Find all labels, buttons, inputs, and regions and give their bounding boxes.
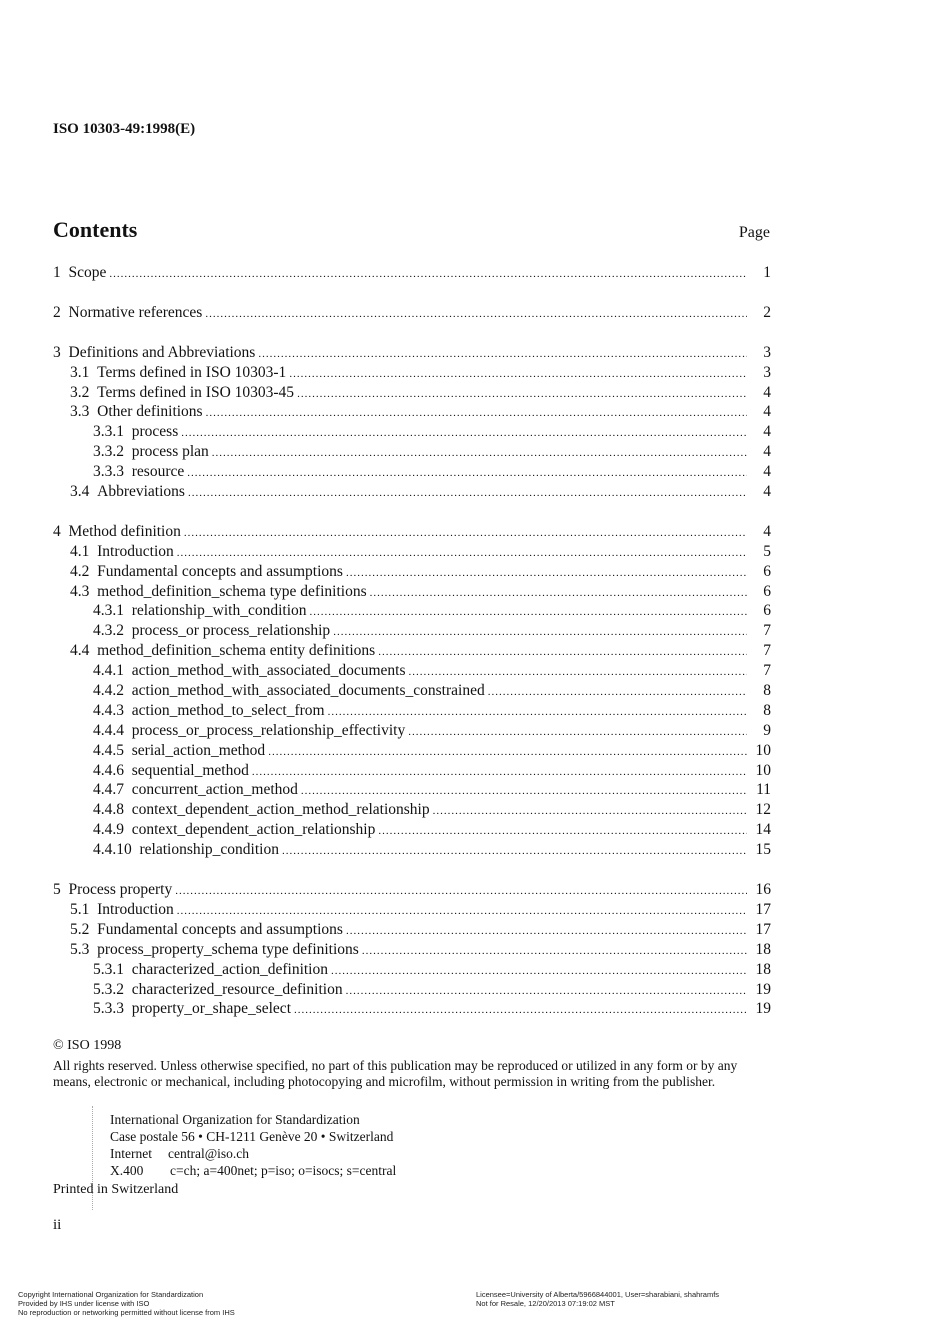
toc-entry-page: 3 xyxy=(763,363,771,381)
toc-entry-number: 4.4.8 xyxy=(93,801,132,819)
toc-entry[interactable] xyxy=(53,960,771,980)
toc-entry-title: context_dependent_action_method_relationship xyxy=(131,801,430,819)
toc-entry[interactable] xyxy=(53,840,771,860)
toc-entry-title: action_method_with_associated_documents xyxy=(131,662,406,680)
toc-entry[interactable] xyxy=(53,363,771,383)
toc-entry-title: method_definition_schema entity definitions xyxy=(97,642,376,660)
toc-entry-number: 4.4.6 xyxy=(93,761,132,779)
toc-entry[interactable] xyxy=(53,681,771,701)
toc-entry-title: process plan xyxy=(131,443,209,461)
toc-leader-dots xyxy=(346,922,747,942)
toc-entry[interactable] xyxy=(53,900,771,920)
toc-entry-page: 10 xyxy=(755,741,771,759)
contents-heading: Contents xyxy=(53,217,138,242)
toc-entry[interactable] xyxy=(53,621,771,641)
copyright-notice: All rights reserved. Unless otherwise specified, no part of this publication may be reproduced or utilized in any form or by any means, electronic or mechanical, including photocopying and microfilm, without permission in writing from the publisher. xyxy=(53,1058,738,1089)
toc-entry-number: 3.3.3 xyxy=(93,463,132,481)
toc-entry-number: 1 xyxy=(53,264,69,281)
toc-entry-page: 7 xyxy=(763,662,771,680)
toc-entry-number: 5.2 xyxy=(70,920,98,938)
toc-leader-dots xyxy=(488,683,747,703)
toc-leader-dots xyxy=(212,444,747,464)
toc-entry[interactable] xyxy=(53,661,771,681)
toc-entry-page: 8 xyxy=(763,682,771,700)
toc-entry-title: Terms defined in ISO 10303-45 xyxy=(97,383,295,401)
toc-entry-number: 5.3.2 xyxy=(93,980,132,998)
iso-address xyxy=(110,1111,396,1179)
toc-entry[interactable] xyxy=(53,940,771,960)
printed-in: Printed in Switzerland xyxy=(53,1182,179,1197)
toc-entry-page: 18 xyxy=(755,960,771,978)
toc-entry-number: 4.1 xyxy=(70,542,98,560)
toc-entry-title: sequential_method xyxy=(131,761,249,779)
toc-entry[interactable] xyxy=(53,263,771,283)
toc-entry-page: 19 xyxy=(755,980,771,998)
toc-entry[interactable] xyxy=(53,761,771,781)
toc-leader-dots xyxy=(331,962,747,982)
toc-section-group xyxy=(53,880,771,1019)
toc-entry-title: Fundamental concepts and assumptions xyxy=(97,920,343,938)
toc-leader-dots xyxy=(408,723,747,743)
toc-entry-page: 6 xyxy=(763,602,771,620)
toc-entry-page: 7 xyxy=(763,622,771,640)
toc-entry-title: Terms defined in ISO 10303-1 xyxy=(97,363,287,381)
table-of-contents xyxy=(53,263,771,1039)
toc-entry-number: 4.3.1 xyxy=(93,602,132,620)
toc-entry-number: 4.4.1 xyxy=(93,662,132,680)
toc-entry-title: Process property xyxy=(68,881,173,899)
toc-entry[interactable] xyxy=(53,422,771,442)
toc-entry-number: 5.3 xyxy=(70,940,98,958)
toc-entry-title: action_method_to_select_from xyxy=(131,701,325,719)
footer-license-left xyxy=(18,1290,235,1317)
toc-leader-dots xyxy=(181,424,747,444)
toc-leader-dots xyxy=(333,623,747,643)
toc-entry-page: 4 xyxy=(763,483,771,501)
toc-entry-title: resource xyxy=(131,463,185,481)
toc-entry-number: 4.2 xyxy=(70,562,98,580)
toc-entry-number: 3.4 xyxy=(70,483,98,501)
footer-right-line: Not for Resale, 12/20/2013 07:19:02 MST xyxy=(476,1299,615,1308)
toc-entry-number: 4.4.4 xyxy=(93,721,132,739)
toc-entry[interactable] xyxy=(53,780,771,800)
toc-entry-title: relationship_condition xyxy=(139,841,279,859)
toc-entry[interactable] xyxy=(53,462,771,482)
toc-entry-number: 3 xyxy=(53,343,69,361)
toc-entry-page: 7 xyxy=(763,642,771,660)
toc-leader-dots xyxy=(188,484,747,504)
toc-entry-page: 10 xyxy=(755,761,771,779)
toc-leader-dots xyxy=(346,982,747,1002)
address-postal: Case postale 56 • CH-1211 Genève 20 • Switzerland xyxy=(110,1129,394,1144)
toc-entry[interactable] xyxy=(53,641,771,661)
toc-leader-dots xyxy=(294,1001,747,1021)
toc-leader-dots xyxy=(378,643,747,663)
toc-entry-number: 3.3.1 xyxy=(93,423,132,441)
toc-section-group xyxy=(53,303,771,323)
toc-entry-page: 6 xyxy=(763,582,771,600)
toc-entry-page: 9 xyxy=(763,721,771,739)
toc-leader-dots xyxy=(370,584,747,604)
footer-left-line: No reproduction or networking permitted without license from IHS xyxy=(18,1308,235,1317)
toc-entry-page: 18 xyxy=(755,940,771,958)
document-id: ISO 10303-49:1998(E) xyxy=(53,121,196,137)
toc-entry-title: method_definition_schema type definitions xyxy=(97,582,367,600)
toc-entry-page: 3 xyxy=(763,343,771,361)
toc-leader-dots xyxy=(187,464,747,484)
toc-entry-title: Abbreviations xyxy=(97,483,185,501)
toc-entry-title: Fundamental concepts and assumptions xyxy=(97,562,343,580)
toc-entry-title: characterized_resource_definition xyxy=(131,980,343,998)
toc-entry-number: 5 xyxy=(53,881,69,899)
toc-entry-number: 4.4.3 xyxy=(93,701,132,719)
toc-entry[interactable] xyxy=(53,482,771,502)
toc-leader-dots xyxy=(268,743,747,763)
internet-label: Internet xyxy=(110,1146,152,1161)
toc-entry-number: 4.4.2 xyxy=(93,682,132,700)
toc-entry[interactable] xyxy=(53,303,771,323)
toc-entry-page: 8 xyxy=(763,701,771,719)
toc-entry-title: process xyxy=(131,423,179,441)
toc-entry-number: 4.3.2 xyxy=(93,622,132,640)
toc-section-group xyxy=(53,522,771,860)
footer-left-line: Provided by IHS under license with ISO xyxy=(18,1299,150,1308)
toc-entry-title: process_or process_relationship xyxy=(131,622,331,640)
address-internet xyxy=(110,1145,396,1162)
page-number: ii xyxy=(53,1217,62,1233)
toc-entry-page: 15 xyxy=(755,841,771,859)
address-x400 xyxy=(110,1162,396,1179)
toc-entry-title: context_dependent_action_relationship xyxy=(131,821,376,839)
toc-entry-number: 2 xyxy=(53,303,69,321)
toc-entry-title: characterized_action_definition xyxy=(131,960,328,978)
toc-entry-page: 17 xyxy=(755,900,771,918)
toc-entry-page: 4 xyxy=(763,463,771,481)
toc-entry-title: serial_action_method xyxy=(131,741,266,759)
toc-leader-dots xyxy=(206,404,747,424)
toc-entry-title: Introduction xyxy=(97,900,174,918)
toc-entry[interactable] xyxy=(53,383,771,403)
toc-entry-title: process_or_process_relationship_effectivity xyxy=(131,721,406,739)
toc-entry[interactable] xyxy=(53,741,771,761)
toc-entry[interactable] xyxy=(53,721,771,741)
toc-leader-dots xyxy=(175,882,747,902)
toc-entry-number: 4.4.7 xyxy=(93,781,132,799)
toc-entry[interactable] xyxy=(53,880,771,900)
toc-leader-dots xyxy=(433,802,747,822)
toc-entry-title: action_method_with_associated_documents_constrained xyxy=(131,682,485,700)
toc-entry-page: 4 xyxy=(763,443,771,461)
copyright-line: © ISO 1998 xyxy=(53,1038,122,1053)
toc-entry-number: 4.4.5 xyxy=(93,741,132,759)
toc-entry[interactable] xyxy=(53,562,771,582)
toc-entry-number: 4.4.9 xyxy=(93,821,132,839)
toc-section-group xyxy=(53,263,771,283)
copyright-block xyxy=(53,1038,773,1090)
toc-entry-title: relationship_with_condition xyxy=(131,602,307,620)
toc-leader-dots xyxy=(362,942,747,962)
toc-entry-page: 16 xyxy=(755,881,771,899)
x400-value: c=ch; a=400net; p=iso; o=isocs; s=central xyxy=(170,1163,397,1178)
toc-entry-page: 1 xyxy=(763,264,771,281)
toc-entry-title: process_property_schema type definitions xyxy=(97,940,359,958)
toc-entry-number: 5.3.3 xyxy=(93,1000,132,1018)
toc-entry-title: Scope xyxy=(68,264,107,281)
toc-entry[interactable] xyxy=(53,522,771,542)
page-column-label: Page xyxy=(738,224,770,241)
toc-entry[interactable] xyxy=(53,999,771,1019)
toc-entry[interactable] xyxy=(53,601,771,621)
address-org: International Organization for Standardization xyxy=(110,1112,360,1127)
toc-leader-dots xyxy=(346,564,747,584)
toc-entry-number: 4 xyxy=(53,522,69,540)
toc-entry-title: concurrent_action_method xyxy=(131,781,298,799)
toc-leader-dots xyxy=(205,305,747,325)
toc-entry-page: 17 xyxy=(755,920,771,938)
toc-entry-page: 5 xyxy=(763,542,771,560)
toc-entry-page: 4 xyxy=(763,522,771,540)
toc-entry-number: 3.1 xyxy=(70,363,98,381)
toc-entry[interactable] xyxy=(53,701,771,721)
toc-entry[interactable] xyxy=(53,442,771,462)
toc-entry-number: 4.4 xyxy=(70,642,98,660)
toc-entry-title: Introduction xyxy=(97,542,174,560)
toc-leader-dots xyxy=(297,385,747,405)
toc-section-group xyxy=(53,343,771,502)
toc-entry[interactable] xyxy=(53,920,771,940)
footer-license-right xyxy=(476,1290,719,1308)
toc-leader-dots xyxy=(378,822,747,842)
toc-entry-page: 12 xyxy=(755,801,771,819)
x400-label: X.400 xyxy=(110,1163,144,1178)
toc-leader-dots xyxy=(184,524,747,544)
toc-entry-number: 5.1 xyxy=(70,900,98,918)
toc-entry-title: Normative references xyxy=(68,303,203,321)
toc-entry-title: Definitions and Abbreviations xyxy=(68,343,256,361)
toc-entry-title: property_or_shape_select xyxy=(131,1000,291,1018)
toc-entry-number: 4.3 xyxy=(70,582,98,600)
toc-leader-dots xyxy=(109,265,747,285)
toc-entry-page: 14 xyxy=(755,821,771,839)
toc-entry-title: Method definition xyxy=(68,522,181,540)
toc-entry-number: 3.2 xyxy=(70,383,98,401)
toc-entry-number: 3.3 xyxy=(70,403,98,421)
toc-leader-dots xyxy=(258,345,747,365)
toc-entry-title: Other definitions xyxy=(97,403,203,421)
toc-entry-number: 3.3.2 xyxy=(93,443,132,461)
toc-entry-page: 19 xyxy=(755,1000,771,1018)
footer-right-line: Licensee=University of Alberta/5966844001, User=sharabiani, shahramfs xyxy=(476,1290,720,1299)
toc-entry[interactable] xyxy=(53,542,771,562)
toc-entry[interactable] xyxy=(53,820,771,840)
toc-entry[interactable] xyxy=(53,980,771,1000)
toc-entry-page: 4 xyxy=(763,423,771,441)
toc-entry-number: 4.4.10 xyxy=(93,841,140,859)
toc-entry-page: 4 xyxy=(763,383,771,401)
toc-leader-dots xyxy=(289,365,747,385)
toc-entry[interactable] xyxy=(53,343,771,363)
toc-entry[interactable] xyxy=(53,582,771,602)
toc-entry[interactable] xyxy=(53,402,771,422)
toc-entry-page: 6 xyxy=(763,562,771,580)
toc-entry-page: 2 xyxy=(763,303,771,321)
footer-left-line: Copyright International Organization for Standardization xyxy=(18,1290,204,1299)
internet-value: central@iso.ch xyxy=(167,1146,250,1161)
toc-leader-dots xyxy=(282,842,747,862)
toc-entry-page: 4 xyxy=(763,403,771,421)
toc-entry-number: 5.3.1 xyxy=(93,960,132,978)
toc-leader-dots xyxy=(310,603,747,623)
toc-leader-dots xyxy=(252,763,747,783)
toc-entry[interactable] xyxy=(53,800,771,820)
toc-entry-page: 11 xyxy=(756,781,771,799)
